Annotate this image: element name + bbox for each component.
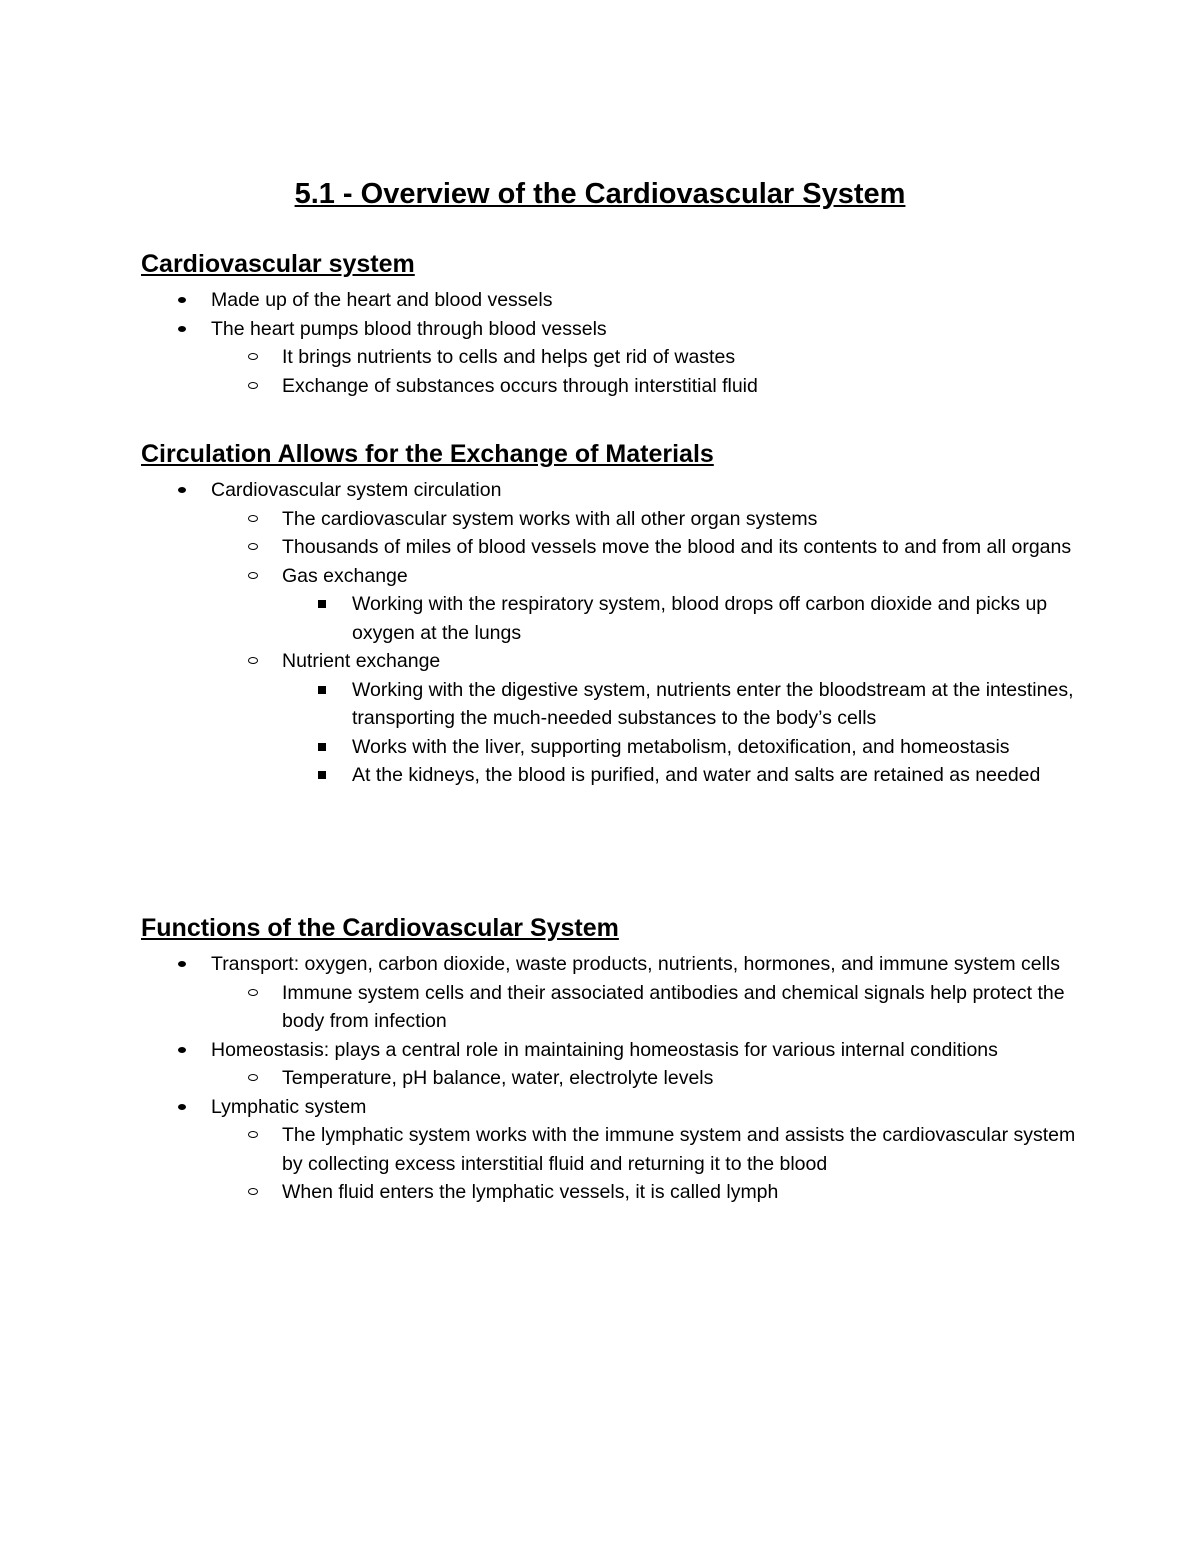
hollow-circle-bullet-icon xyxy=(248,1131,258,1138)
sub-list xyxy=(282,1121,1081,1207)
list-item: Immune system cells and their associated antibodies and chemical signals help protect the body from infection xyxy=(282,979,1081,1036)
list-item: The heart pumps blood through blood vessels It brings nutrients to cells and helps get rid of wastes Exchange of substances occurs through interstitial fluid xyxy=(141,315,1081,401)
sub-list xyxy=(282,1064,1081,1093)
hollow-circle-bullet-icon xyxy=(248,382,258,389)
bullet-list xyxy=(141,476,1081,790)
section-functions xyxy=(141,912,1081,1207)
list-item: At the kidneys, the blood is purified, and water and salts are retained as needed xyxy=(352,761,1081,790)
square-bullet-icon xyxy=(318,771,326,779)
sub-list xyxy=(282,979,1081,1036)
square-bullet-icon xyxy=(318,600,326,608)
sub-list xyxy=(282,505,1081,790)
filled-circle-bullet-icon xyxy=(178,297,186,303)
hollow-circle-bullet-icon xyxy=(248,543,258,550)
list-item: Working with the digestive system, nutrients enter the bloodstream at the intestines, transporting the much-needed substances to the body’s cells xyxy=(352,676,1081,733)
filled-circle-bullet-icon xyxy=(178,326,186,332)
hollow-circle-bullet-icon xyxy=(248,572,258,579)
list-item: Thousands of miles of blood vessels move the blood and its contents to and from all organs xyxy=(282,533,1081,562)
hollow-circle-bullet-icon xyxy=(248,1074,258,1081)
list-item: Gas exchange Working with the respiratory system, blood drops off carbon dioxide and picks up oxygen at the lungs xyxy=(282,562,1081,648)
list-item: Made up of the heart and blood vessels xyxy=(141,286,1081,315)
list-item: It brings nutrients to cells and helps get rid of wastes xyxy=(282,343,1081,372)
section-heading: Cardiovascular system xyxy=(141,250,415,278)
section-cardiovascular-system xyxy=(141,248,1081,400)
list-item: Cardiovascular system circulation The cardiovascular system works with all other organ systems Thousands of miles of blood vessels move the blood and its contents to and from all organs Gas exchange Working with the respiratory system, blood drops off carbon dioxide and picks up oxygen at the lungs Nutrient exchange Working with the digestive system, nutrients enter the bloodstream at the intestines, transporting the much-needed substances to the body’s cells Works with the liver, supporting metabolism, detoxification, and homeostasis At the kidneys, the blood is purified, and water and salts are retained as needed xyxy=(141,476,1081,790)
list-item: Nutrient exchange Working with the digestive system, nutrients enter the bloodstream at the intestines, transporting the much-needed substances to the body’s cells Works with the liver, supporting metabolism, detoxification, and homeostasis At the kidneys, the blood is purified, and water and salts are retained as needed xyxy=(282,647,1081,790)
bullet-list xyxy=(141,286,1081,400)
list-item: Works with the liver, supporting metabolism, detoxification, and homeostasis xyxy=(352,733,1081,762)
list-item: Homeostasis: plays a central role in maintaining homeostasis for various internal conditions Temperature, pH balance, water, electrolyte levels xyxy=(141,1036,1081,1093)
sub-sub-list xyxy=(352,590,1081,647)
hollow-circle-bullet-icon xyxy=(248,989,258,996)
square-bullet-icon xyxy=(318,743,326,751)
filled-circle-bullet-icon xyxy=(178,961,186,967)
sub-list xyxy=(282,343,1081,400)
hollow-circle-bullet-icon xyxy=(248,657,258,664)
list-item: Temperature, pH balance, water, electrolyte levels xyxy=(282,1064,1081,1093)
list-item: The cardiovascular system works with all other organ systems xyxy=(282,505,1081,534)
list-item: When fluid enters the lymphatic vessels, it is called lymph xyxy=(282,1178,1081,1207)
list-item: The lymphatic system works with the immune system and assists the cardiovascular system by collecting excess interstitial fluid and returning it to the blood xyxy=(282,1121,1081,1178)
list-item: Lymphatic system The lymphatic system works with the immune system and assists the cardiovascular system by collecting excess interstitial fluid and returning it to the blood When fluid enters the lymphatic vessels, it is called lymph xyxy=(141,1093,1081,1207)
list-item: Exchange of substances occurs through interstitial fluid xyxy=(282,372,1081,401)
filled-circle-bullet-icon xyxy=(178,487,186,493)
filled-circle-bullet-icon xyxy=(178,1047,186,1053)
filled-circle-bullet-icon xyxy=(178,1104,186,1110)
list-item: Working with the respiratory system, blood drops off carbon dioxide and picks up oxygen at the lungs xyxy=(352,590,1081,647)
square-bullet-icon xyxy=(318,686,326,694)
section-heading: Circulation Allows for the Exchange of Materials xyxy=(141,440,714,468)
section-heading: Functions of the Cardiovascular System xyxy=(141,914,619,942)
hollow-circle-bullet-icon xyxy=(248,515,258,522)
hollow-circle-bullet-icon xyxy=(248,1188,258,1195)
sub-sub-list xyxy=(352,676,1081,790)
page-title: 5.1 - Overview of the Cardiovascular System xyxy=(294,178,906,210)
list-item: Transport: oxygen, carbon dioxide, waste products, nutrients, hormones, and immune system cells Immune system cells and their associated antibodies and chemical signals help protect the body from infection xyxy=(141,950,1081,1036)
bullet-list xyxy=(141,950,1081,1207)
section-circulation-exchange xyxy=(141,438,1081,790)
hollow-circle-bullet-icon xyxy=(248,353,258,360)
